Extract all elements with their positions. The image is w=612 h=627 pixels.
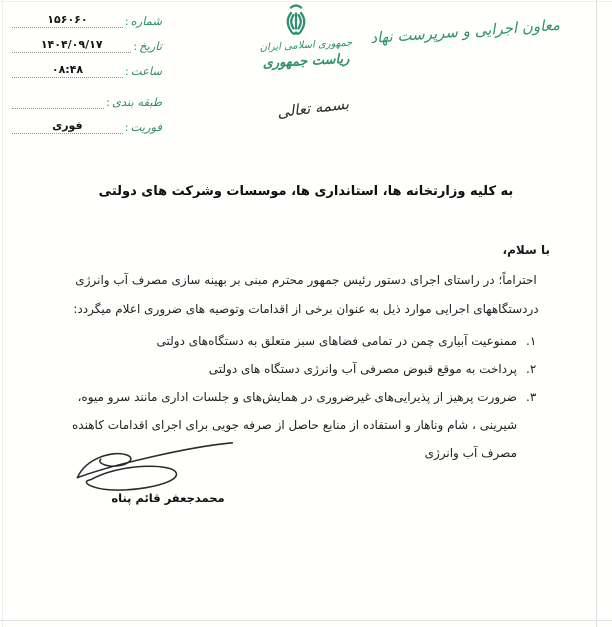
meta-field-dotted-line bbox=[12, 108, 104, 109]
directive-list-item bbox=[48, 327, 542, 355]
meta-field-dotted-line bbox=[12, 114, 123, 134]
scan-edge-right bbox=[596, 0, 597, 627]
list-item-text: ممنوعیت آبیاری چمن در تمامی فضاهای سبز متعلق به دستگاه‌های دولتی bbox=[156, 334, 517, 348]
meta-field-label: ساعت bbox=[130, 64, 162, 78]
meta-field-label: شماره bbox=[130, 14, 162, 28]
meta-field-row bbox=[12, 89, 162, 109]
meta-field-label: تاریخ bbox=[139, 39, 162, 53]
meta-field-value: فوری bbox=[52, 119, 83, 132]
meta-field-colon: : bbox=[106, 96, 111, 109]
bismillah-calligraphy: بسمه تعالی bbox=[276, 94, 350, 122]
list-item-number: ۳. bbox=[526, 390, 537, 404]
scan-edge-bottom bbox=[0, 620, 612, 621]
scan-edge-top bbox=[0, 1, 612, 2]
letterhead-org-line1: جمهوری اسلامی ایران bbox=[259, 37, 353, 54]
meta-field-colon: : bbox=[124, 15, 129, 28]
list-item-number: ۲. bbox=[526, 362, 537, 376]
meta-field-label: فوریت bbox=[130, 120, 162, 134]
list-item-number: ۱. bbox=[526, 334, 537, 348]
meta-field-row bbox=[12, 114, 162, 134]
meta-field-colon: : bbox=[124, 65, 129, 78]
meta-field-dotted-line bbox=[12, 58, 123, 78]
scan-edge-left bbox=[2, 0, 3, 627]
meta-field-value: ۱۵۶۰۶۰ bbox=[47, 13, 88, 26]
meta-field-row bbox=[12, 8, 162, 28]
meta-field-dotted-line bbox=[12, 8, 123, 28]
list-item-text: ضرورت پرهیز از پذیرایی‌های غیرضروری در همایش‌های و جلسات اداری مانند سرو میوه، شیرینی ، شام وناهار و استفاده از منابع حاصل از صرفه جویی برای اجرای اقدامات کاهنده مصرف آب وانرژی bbox=[72, 390, 517, 460]
signatory-name: محمدجعفر قائم پناه bbox=[111, 491, 225, 505]
meta-field-colon: : bbox=[124, 121, 129, 134]
meta-field-value: ۰۸:۴۸ bbox=[51, 63, 84, 76]
list-item-text: پرداخت به موقع قبوض مصرفی آب وانرژی دستگاه های دولتی bbox=[208, 362, 517, 376]
iran-emblem-icon bbox=[281, 3, 311, 45]
meta-field-value: ۱۴۰۴/۰۹/۱۷ bbox=[40, 38, 103, 51]
meta-field-label: طبقه بندی bbox=[112, 95, 162, 109]
letter-intro-paragraph: احتراماً؛ در راستای اجرای دستور رئیس جمهور محترم مبنی بر بهینه سازی مصرف آب وانرژی دردستگاههای اجرایی موارد ذیل به عنوان برخی از اقدامات وتوصیه های ضروری اعلام میگردد: bbox=[73, 273, 539, 316]
letterhead-org-line2: ریاست جمهوری bbox=[262, 51, 350, 72]
meta-field-dotted-line bbox=[12, 33, 131, 53]
recipient-line: به کلیه وزارتخانه ها، استانداری ها، موسسات وشرکت های دولتی bbox=[98, 184, 514, 199]
letterhead-office-title: معاون اجرایی و سرپرست نهاد bbox=[369, 15, 561, 47]
meta-field-colon: : bbox=[133, 40, 138, 53]
directive-list-item bbox=[48, 355, 542, 383]
salutation: با سلام، bbox=[502, 243, 550, 257]
letter-meta-fields bbox=[12, 8, 162, 134]
meta-field-row bbox=[12, 33, 162, 53]
meta-field-row bbox=[12, 58, 162, 78]
